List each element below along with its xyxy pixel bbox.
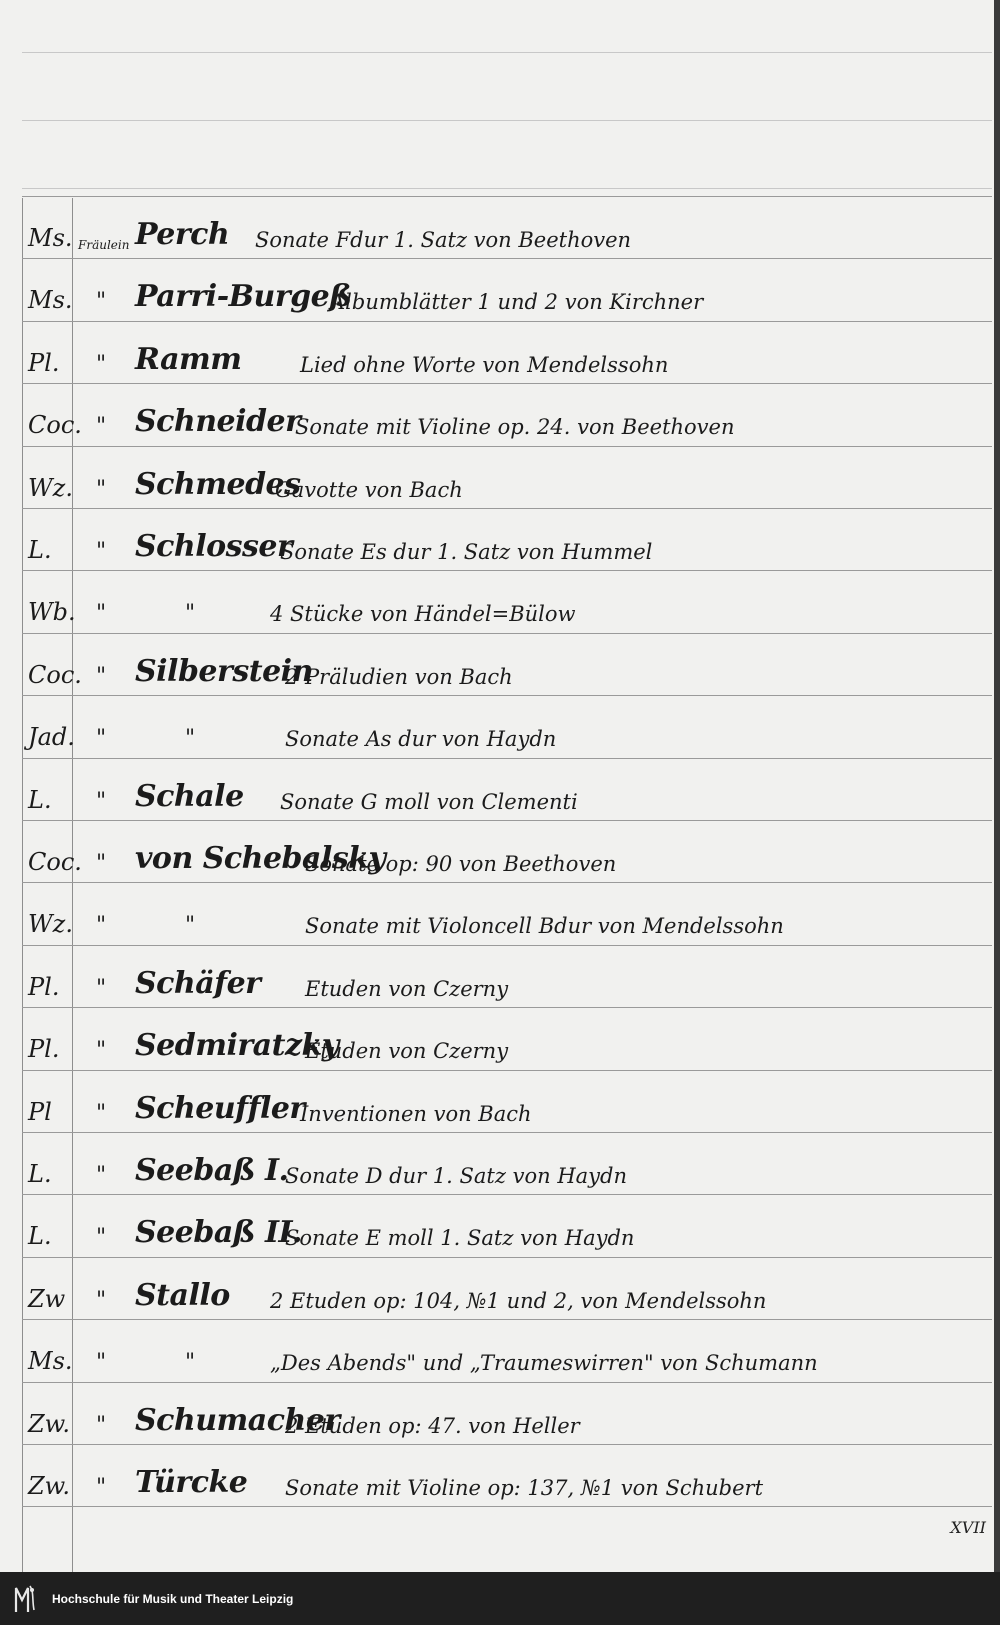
student-name: Schäfer	[135, 966, 261, 1001]
ditto-mark: "	[96, 1101, 107, 1126]
piece-title: Sonate mit Violine op. 24. von Beethoven	[295, 415, 735, 439]
ditto-mark: "	[96, 1038, 107, 1063]
ditto-mark: "	[96, 601, 107, 626]
instrument-abbreviation: L.	[28, 786, 52, 814]
institution-name: Hochschule für Musik und Theater Leipzig	[52, 1591, 294, 1606]
instrument-abbreviation: Coc.	[28, 848, 82, 876]
student-name: Silberstein	[135, 654, 313, 689]
ditto-mark: "	[96, 726, 107, 751]
ditto-mark: "	[96, 1475, 107, 1500]
piece-title: Sonate mit Violine op: 137, №1 von Schubert	[285, 1476, 764, 1500]
list-item	[0, 321, 1000, 383]
piece-title: Lied ohne Worte von Mendelssohn	[300, 353, 669, 377]
piece-title: Sonate op: 90 von Beethoven	[305, 852, 617, 876]
instrument-abbreviation: Pl.	[28, 1035, 60, 1063]
piece-title: Etuden von Czerny	[305, 1039, 509, 1063]
piece-title: Gavotte von Bach	[275, 478, 463, 502]
student-name: Seebaß II.	[135, 1215, 303, 1250]
ditto-mark: "	[96, 414, 107, 439]
student-name: Stallo	[135, 1278, 230, 1313]
ditto-mark: "	[96, 664, 107, 689]
list-item	[0, 820, 1000, 882]
ditto-mark: "	[96, 1163, 107, 1188]
list-item	[0, 1444, 1000, 1506]
piece-title: „Des Abends" und „Traumeswirren" von Schumann	[270, 1351, 818, 1375]
list-item	[0, 1319, 1000, 1381]
piece-title: 2 Präludien von Bach	[285, 665, 513, 689]
instrument-abbreviation: Jad.	[28, 723, 75, 751]
list-item	[0, 633, 1000, 695]
piece-title: Etuden von Czerny	[305, 977, 509, 1001]
name-ditto-mark: "	[185, 913, 196, 938]
list-item	[0, 196, 1000, 258]
instrument-abbreviation: Ms.	[28, 224, 73, 252]
piece-title: Sonate D dur 1. Satz von Haydn	[285, 1164, 627, 1188]
name-ditto-mark: "	[185, 1350, 196, 1375]
student-name: Seebaß I.	[135, 1153, 289, 1188]
instrument-abbreviation: Coc.	[28, 661, 82, 689]
ditto-mark: "	[96, 477, 107, 502]
instrument-abbreviation: Wz.	[28, 910, 73, 938]
instrument-abbreviation: Pl.	[28, 973, 60, 1001]
instrument-abbreviation: Wb.	[28, 598, 76, 626]
list-item	[0, 1194, 1000, 1256]
instrument-abbreviation: Ms.	[28, 1347, 73, 1375]
student-name: Ramm	[135, 342, 242, 377]
piece-title: 2 Etuden op: 47. von Heller	[285, 1414, 580, 1438]
ruled-line	[22, 120, 992, 121]
student-name: Sedmiratzky	[135, 1028, 339, 1063]
student-name: Schumacher	[135, 1403, 340, 1438]
instrument-abbreviation: Zw.	[28, 1472, 70, 1500]
list-item	[0, 695, 1000, 757]
piece-title: Sonate As dur von Haydn	[285, 727, 557, 751]
piece-title: Inventionen von Bach	[300, 1102, 532, 1126]
student-name: von Schebalsky	[135, 841, 386, 876]
student-name: Türcke	[135, 1465, 248, 1500]
piece-title: Sonate E moll 1. Satz von Haydn	[285, 1226, 635, 1250]
salutation: Fräulein	[78, 238, 130, 252]
list-item	[0, 758, 1000, 820]
piece-title: Albumblätter 1 und 2 von Kirchner	[330, 290, 704, 314]
instrument-abbreviation: L.	[28, 1222, 52, 1250]
student-name: Schmedes	[135, 467, 301, 502]
footer-bar	[0, 1572, 1000, 1625]
ditto-mark: "	[96, 913, 107, 938]
hmt-logo-icon	[12, 1582, 38, 1616]
instrument-abbreviation: Zw.	[28, 1410, 70, 1438]
instrument-abbreviation: Ms.	[28, 286, 73, 314]
instrument-abbreviation: L.	[28, 1160, 52, 1188]
instrument-abbreviation: Wz.	[28, 474, 73, 502]
list-item	[0, 882, 1000, 944]
student-name: Schale	[135, 779, 244, 814]
list-item	[0, 1007, 1000, 1069]
instrument-abbreviation: L.	[28, 536, 52, 564]
piece-title: Sonate G moll von Clementi	[280, 790, 578, 814]
ditto-mark: "	[96, 789, 107, 814]
ditto-mark: "	[96, 1350, 107, 1375]
page-mark: XVII	[950, 1518, 986, 1537]
piece-title: 4 Stücke von Händel=Bülow	[270, 602, 576, 626]
ruled-line	[22, 1506, 992, 1507]
piece-title: 2 Etuden op: 104, №1 und 2, von Mendelssohn	[270, 1289, 767, 1313]
ditto-mark: "	[96, 976, 107, 1001]
name-ditto-mark: "	[185, 601, 196, 626]
ditto-mark: "	[96, 1413, 107, 1438]
student-name: Parri-Burgeß	[135, 279, 352, 314]
list-item	[0, 945, 1000, 1007]
student-name: Schlosser	[135, 529, 293, 564]
instrument-abbreviation: Pl	[28, 1098, 52, 1126]
student-name: Scheuffler	[135, 1091, 305, 1126]
ditto-mark: "	[96, 1288, 107, 1313]
list-item	[0, 446, 1000, 508]
list-item	[0, 258, 1000, 320]
piece-title: Sonate mit Violoncell Bdur von Mendelssohn	[305, 914, 784, 938]
ruled-line	[22, 52, 992, 53]
list-item	[0, 1070, 1000, 1132]
instrument-abbreviation: Pl.	[28, 349, 60, 377]
list-item	[0, 1382, 1000, 1444]
ditto-mark: "	[96, 539, 107, 564]
ruled-line	[22, 188, 992, 189]
ditto-mark: "	[96, 1225, 107, 1250]
piece-title: Sonate Fdur 1. Satz von Beethoven	[255, 228, 632, 252]
student-name: Schneider	[135, 404, 301, 439]
list-item	[0, 383, 1000, 445]
list-item	[0, 1257, 1000, 1319]
piece-title: Sonate Es dur 1. Satz von Hummel	[280, 540, 653, 564]
ditto-mark: "	[96, 289, 107, 314]
ditto-mark: "	[96, 352, 107, 377]
list-item	[0, 570, 1000, 632]
instrument-abbreviation: Zw	[28, 1285, 66, 1313]
instrument-abbreviation: Coc.	[28, 411, 82, 439]
list-item	[0, 1132, 1000, 1194]
student-name: Perch	[135, 217, 230, 252]
name-ditto-mark: "	[185, 726, 196, 751]
ditto-mark: "	[96, 851, 107, 876]
list-item	[0, 508, 1000, 570]
